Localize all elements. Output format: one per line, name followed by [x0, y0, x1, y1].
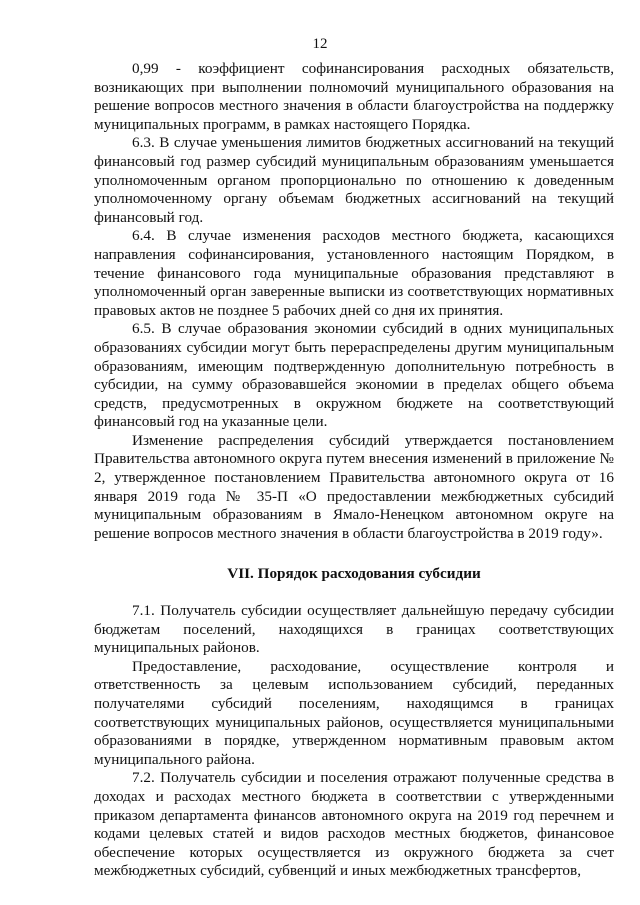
document-body: [94, 60, 614, 881]
paragraph-6-5: 6.5. В случае образования экономии субсидий в одних муниципальных образованиях субсидии могут быть перераспределены другим муниципальным образованиям, имеющим подтвержденную дополнительную потребность в субсидии, на сумму образовавшейся экономии в пределах общего объема средств, предусмотренных в окружном бюджете на соответствующий финансовый год на указанные цели.: [94, 320, 614, 431]
paragraph-6-4: 6.4. В случае изменения расходов местного бюджета, касающихся направления софинансирования, установленного настоящим Порядком, в течение финансового года муниципальные образования представляют в уполномоченный орган заверенные выписки из соответствующих нормативных правовых актов не позднее 5 рабочих дней со дня их принятия.: [94, 227, 614, 319]
paragraph-7-1: 7.1. Получатель субсидии осуществляет дальнейшую передачу субсидии бюджетам поселений, находящихся в границах соответствующих муниципальных районов.: [94, 602, 614, 657]
paragraph-distribution-change: Изменение распределения субсидий утверждается постановлением Правительства автономного округа путем внесения изменений в приложение № 2, утвержденное постановлением Правительства автономного округа от 16 января 2019 года № 35-П «О предоставлении межбюджетных субсидий муниципальным образованиям в Ямало-Ненецком автономном округе на решение вопросов местного значения в области благоустройства в 2019 году».: [94, 431, 614, 542]
paragraph-7-2: 7.2. Получатель субсидии и поселения отражают полученные средства в доходах и расходах местного бюджета в соответствии с утвержденными приказом департамента финансов автономного округа на 2019 год перечнем и кодами целевых статей и видов расходов местных бюджетов, финансовое обеспечение которых осуществляется из окружного бюджета за счет межбюджетных субсидий, субвенций и иных межбюджетных трансфертов,: [94, 769, 614, 880]
paragraph-coefficient: 0,99 - коэффициент софинансирования расходных обязательств, возникающих при выполнении полномочий муниципального образования на решение вопросов местного значения в области благоустройства на поддержку муниципальных программ, в рамках настоящего Порядка.: [94, 60, 614, 133]
paragraph-6-3: 6.3. В случае уменьшения лимитов бюджетных ассигнований на текущий финансовый год размер субсидий муниципальным образованиям уменьшается уполномоченным органом пропорционально по отношению к доведенным уполномоченному органу объемам бюджетных ассигнований на текущий финансовый год.: [94, 134, 614, 226]
paragraph-provision: Предоставление, расходование, осуществление контроля и ответственность за целевым использованием субсидий, переданных получателями субсидий поселениям, находящимся в границах соответствующих муниципальных районов, осуществляется муниципальными образованиями в порядке, утвержденном нормативным правовым актом муниципального района.: [94, 657, 614, 768]
section-heading-vii: VII. Порядок расходования субсидии: [227, 565, 481, 583]
page-number: 12: [312, 36, 328, 52]
